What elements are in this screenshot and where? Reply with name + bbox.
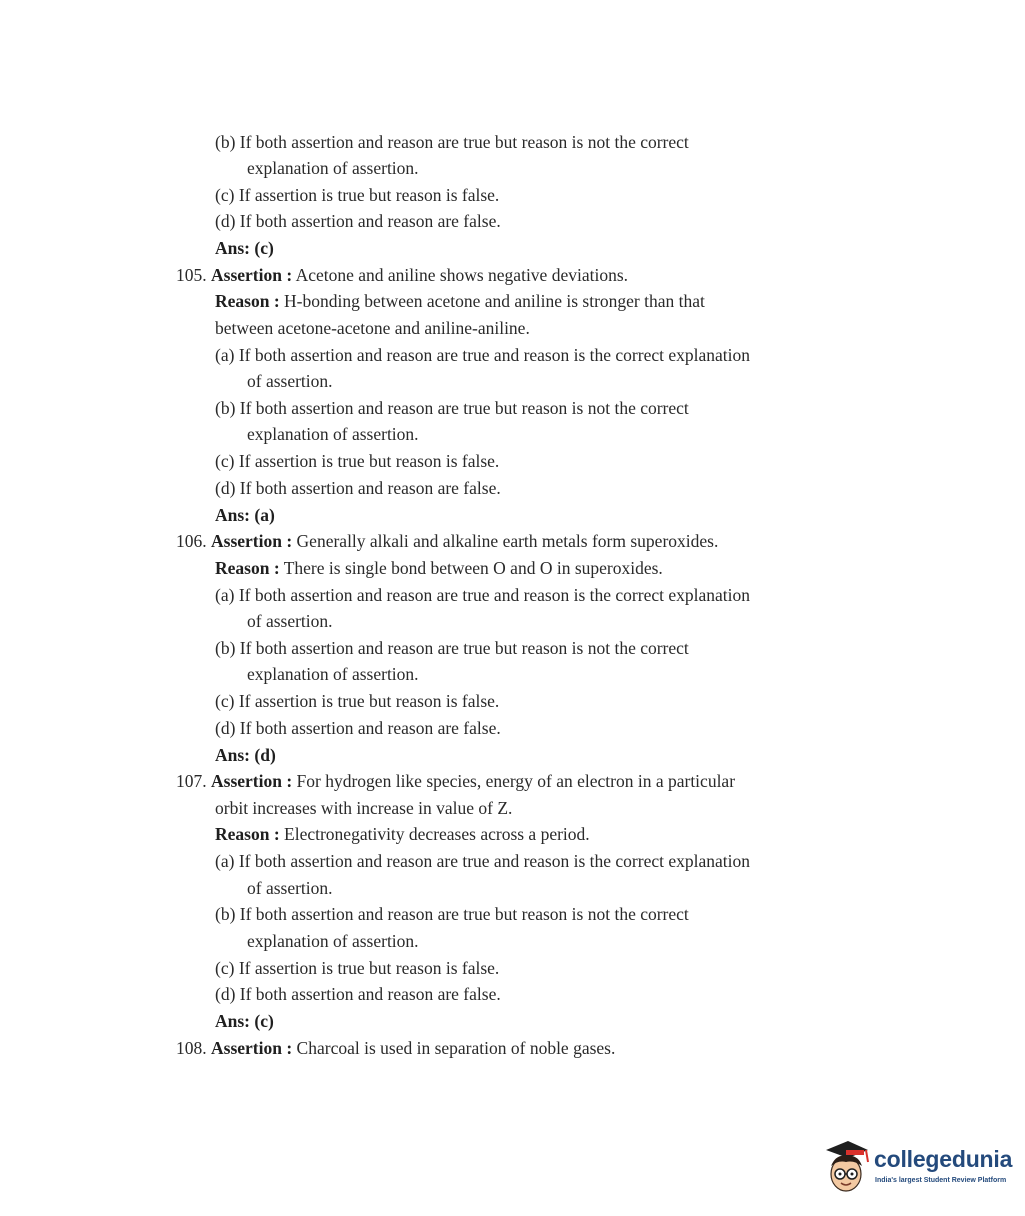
option-line: (b) If both assertion and reason are true but reason is not the correct [215,398,689,418]
option-line: (d) If both assertion and reason are false. [215,211,501,231]
student-mascot-icon [822,1136,872,1198]
option-line: (d) If both assertion and reason are false. [215,984,501,1004]
logo-tagline: India's largest Student Review Platform [875,1177,1007,1184]
option-continuation: explanation of assertion. [247,158,419,178]
question-105-assertion: 105. Assertion : Acetone and aniline shows negative deviations. [176,265,628,285]
reason-line: Reason : There is single bond between O and O in superoxides. [215,558,663,578]
option-line: (a) If both assertion and reason are true and reason is the correct explanation [215,345,750,365]
answer-line: Ans: (d) [215,745,276,765]
question-106-assertion: 106. Assertion : Generally alkali and alkaline earth metals form superoxides. [176,531,719,551]
option-line: (c) If assertion is true but reason is false. [215,185,500,205]
option-line: (c) If assertion is true but reason is false. [215,691,500,711]
answer-line: Ans: (c) [215,1011,274,1031]
question-107-assertion: 107. Assertion : For hydrogen like species, energy of an electron in a particular [176,771,736,791]
collegedunia-logo [822,1136,1017,1198]
option-continuation: explanation of assertion. [247,424,419,444]
option-line: (c) If assertion is true but reason is false. [215,451,500,471]
option-line: (a) If both assertion and reason are true and reason is the correct explanation [215,585,750,605]
option-line: (b) If both assertion and reason are true but reason is not the correct [215,638,689,658]
option-line: (b) If both assertion and reason are true but reason is not the correct [215,132,689,152]
logo-title: collegedunia [874,1146,1013,1172]
option-continuation: explanation of assertion. [247,931,419,951]
answer-line: Ans: (c) [215,238,274,258]
reason-continuation: between acetone-acetone and aniline-aniline. [215,318,530,338]
question-108-assertion: 108. Assertion : Charcoal is used in separation of noble gases. [176,1038,616,1058]
answer-line: Ans: (a) [215,505,275,525]
option-line: (a) If both assertion and reason are true and reason is the correct explanation [215,851,750,871]
option-line: (d) If both assertion and reason are false. [215,718,501,738]
option-continuation: of assertion. [247,371,333,391]
option-line: (d) If both assertion and reason are false. [215,478,501,498]
option-line: (b) If both assertion and reason are true but reason is not the correct [215,904,689,924]
reason-line: Reason : H-bonding between acetone and aniline is stronger than that [215,291,705,311]
option-continuation: explanation of assertion. [247,664,419,684]
assertion-continuation: orbit increases with increase in value of Z. [215,798,513,818]
option-continuation: of assertion. [247,878,333,898]
reason-line: Reason : Electronegativity decreases across a period. [215,824,590,844]
option-line: (c) If assertion is true but reason is false. [215,958,500,978]
option-continuation: of assertion. [247,611,333,631]
